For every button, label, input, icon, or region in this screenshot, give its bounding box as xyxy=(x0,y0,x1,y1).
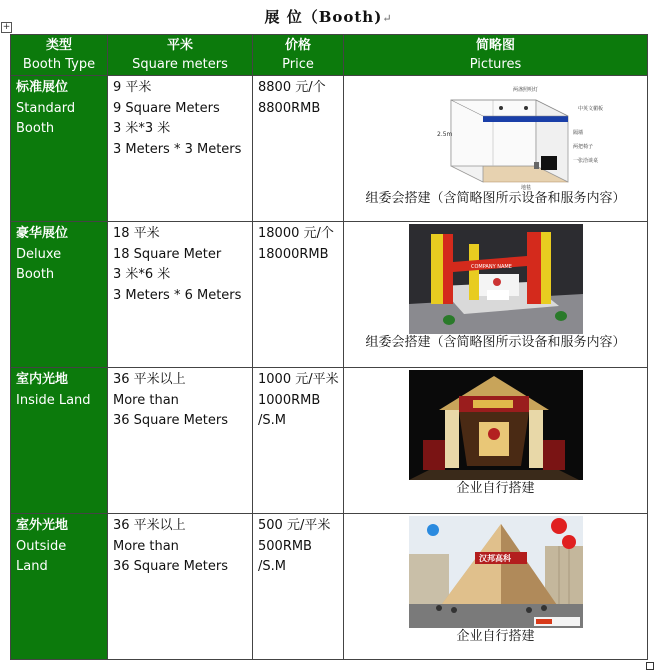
price-cell: 8800 元/个 8800RMB xyxy=(253,76,344,222)
picture-cell xyxy=(344,368,648,514)
picture-caption: 企业自行搭建 xyxy=(456,481,535,496)
picture-cell xyxy=(344,514,648,660)
move-handle-icon[interactable]: + xyxy=(2,22,11,32)
price-cell: 500 元/平米 500RMB /S.M xyxy=(253,514,344,660)
table-header-row xyxy=(11,35,648,76)
booth-type-cell: 室内光地 Inside Land xyxy=(11,368,108,514)
svg-text:隔墙: 隔墙 xyxy=(572,130,583,136)
picture-caption: 组委会搭建（含简略图所示设备和服务内容） xyxy=(365,335,626,350)
svg-text:一张洽谈桌: 一张洽谈桌 xyxy=(572,158,598,164)
outside-land-photo xyxy=(409,516,583,628)
table-row-deluxe xyxy=(11,222,648,368)
area-cell: 36 平米以上 More than 36 Square Meters xyxy=(108,514,253,660)
area-cell: 36 平米以上 More than 36 Square Meters xyxy=(108,368,253,514)
svg-text:中英文楣板: 中英文楣板 xyxy=(577,106,603,112)
picture-cell xyxy=(344,76,648,222)
table-row-outside-land xyxy=(11,514,648,660)
booth-table xyxy=(10,34,648,660)
header-area: 平米 Square meters xyxy=(108,35,253,76)
booth-type-cell: 豪华展位 Deluxe Booth xyxy=(11,222,108,368)
header-type: 类型 Booth Type xyxy=(11,35,108,76)
picture-caption: 组委会搭建（含简略图所示设备和服务内容） xyxy=(365,191,626,206)
price-cell: 18000 元/个 18000RMB xyxy=(253,222,344,368)
booth-type-cell: 室外光地 Outside Land xyxy=(11,514,108,660)
picture-cell xyxy=(344,222,648,368)
document-title: 展 位（Booth)↵ xyxy=(264,8,393,26)
svg-text:2.5m: 2.5m xyxy=(436,131,452,138)
picture-caption: 企业自行搭建 xyxy=(456,629,535,644)
deluxe-booth-render xyxy=(409,224,583,334)
inside-land-render xyxy=(409,370,583,480)
area-cell: 18 平米 18 Square Meter 3 米*6 米 3 Meters * 6 Meters xyxy=(108,222,253,368)
svg-text:汉邦高科: 汉邦高科 xyxy=(478,554,511,563)
booth-type-cell: 标准展位 Standard Booth xyxy=(11,76,108,222)
standard-booth-diagram xyxy=(396,78,603,191)
svg-text:地毯: 地毯 xyxy=(520,185,531,191)
svg-text:COMPANY NAME: COMPANY NAME xyxy=(470,264,512,270)
price-cell: 1000 元/平米 1000RMB /S.M xyxy=(253,368,344,514)
header-pictures: 简略图 Pictures xyxy=(344,35,648,76)
header-price: 价格 Price xyxy=(253,35,344,76)
svg-text:两把椅子: 两把椅子 xyxy=(572,144,593,150)
table-resize-handle[interactable] xyxy=(646,662,654,670)
area-cell: 9 平米 9 Square Meters 3 米*3 米 3 Meters * 3 Meters xyxy=(108,76,253,222)
table-row-inside-land xyxy=(11,368,648,514)
svg-text:两盏照明灯: 两盏照明灯 xyxy=(512,87,538,93)
table-row-standard xyxy=(11,76,648,222)
